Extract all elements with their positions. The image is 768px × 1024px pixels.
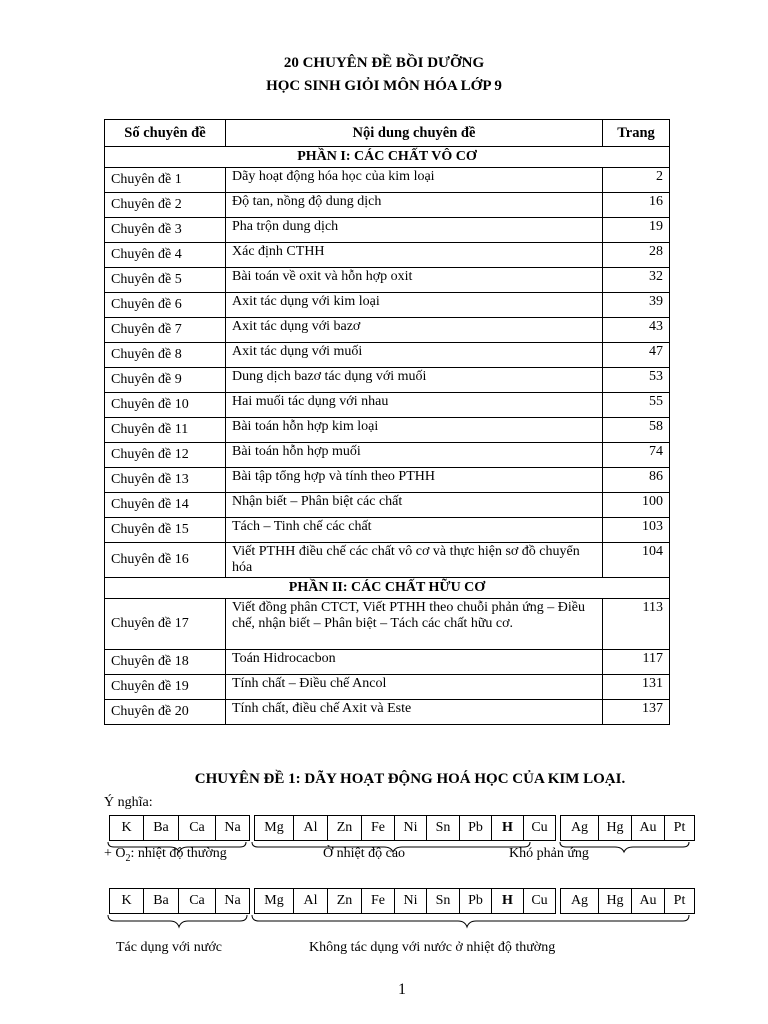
o2-subscript: 2 [125, 852, 131, 864]
toc-header-page: Trang [603, 120, 670, 147]
toc-header-row [105, 120, 670, 147]
element-cell-fe: Fe [361, 888, 395, 914]
topic-page: 86 [603, 468, 670, 493]
page-number: 1 [398, 981, 406, 998]
topic-content: Bài toán hỗn hợp kim loại [226, 418, 603, 443]
element-cell-zn: Zn [327, 815, 362, 841]
chapter-1-heading: CHUYÊN ĐỀ 1: DÃY HOẠT ĐỘNG HOÁ HỌC CỦA KIM LOẠI. [194, 771, 626, 787]
section-inorganic [105, 147, 670, 168]
element-cell-ca: Ca [178, 888, 216, 914]
element-cell-sn: Sn [426, 888, 460, 914]
no-react-water-label: Không tác dụng với nước ở nhiệt độ thường [309, 940, 556, 955]
table-row [105, 343, 670, 368]
table-row [105, 168, 670, 193]
o2-prefix: + O [104, 846, 126, 861]
topic-content: Dãy hoạt động hóa học của kim loại [226, 168, 603, 193]
toc-table [104, 119, 670, 725]
topic-number: Chuyên đề 6 [105, 293, 226, 318]
topic-page: 28 [603, 243, 670, 268]
table-row [105, 543, 670, 578]
topic-number: Chuyên đề 16 [105, 543, 226, 578]
topic-number: Chuyên đề 3 [105, 218, 226, 243]
table-row [105, 518, 670, 543]
table-row [105, 218, 670, 243]
topic-page: 32 [603, 268, 670, 293]
table-row [105, 293, 670, 318]
topic-page: 104 [603, 543, 670, 578]
topic-number: Chuyên đề 8 [105, 343, 226, 368]
topic-number: Chuyên đề 2 [105, 193, 226, 218]
element-cell-al: Al [293, 815, 328, 841]
section-inorganic-title: PHẦN I: CÁC CHẤT VÔ CƠ [105, 147, 670, 168]
table-row [105, 193, 670, 218]
o2-room-temp-label [104, 846, 227, 864]
element-cell-hg: Hg [598, 815, 632, 841]
topic-number: Chuyên đề 9 [105, 368, 226, 393]
topic-page: 137 [603, 700, 670, 725]
toc-header-content: Nội dung chuyên đề [226, 120, 603, 147]
topic-page: 100 [603, 493, 670, 518]
element-cell-ni: Ni [394, 815, 427, 841]
topic-number: Chuyên đề 20 [105, 700, 226, 725]
topic-content: Viết PTHH điều chế các chất vô cơ và thực hiện sơ đồ chuyển hóa [226, 543, 603, 578]
meaning-label: Ý nghĩa: [104, 795, 153, 810]
topic-number: Chuyên đề 10 [105, 393, 226, 418]
topic-page: 103 [603, 518, 670, 543]
topic-number: Chuyên đề 19 [105, 675, 226, 700]
topic-content: Bài toán về oxit và hỗn hợp oxit [226, 268, 603, 293]
topic-content: Tính chất – Điều chế Ancol [226, 675, 603, 700]
topic-page: 55 [603, 393, 670, 418]
topic-page: 58 [603, 418, 670, 443]
table-row [105, 599, 670, 650]
topic-page: 2 [603, 168, 670, 193]
table-row [105, 243, 670, 268]
topic-content: Viết đồng phân CTCT, Viết PTHH theo chuỗi phản ứng – Điều chế, nhận biết – Phân biệt – Tách các chất hữu cơ. [226, 599, 603, 650]
table-row [105, 368, 670, 393]
element-cell-sn: Sn [426, 815, 460, 841]
table-row [105, 318, 670, 343]
table-row [105, 675, 670, 700]
document-title-line1: 20 CHUYÊN ĐỀ BỒI DƯỠNG [283, 55, 485, 71]
topic-number: Chuyên đề 17 [105, 599, 226, 650]
topic-content: Tách – Tinh chế các chất [226, 518, 603, 543]
brace-no-react-water [252, 915, 689, 927]
element-cell-fe: Fe [361, 815, 395, 841]
element-cell-ba: Ba [143, 888, 179, 914]
element-cell-al: Al [293, 888, 328, 914]
element-cell-ni: Ni [394, 888, 427, 914]
topic-number: Chuyên đề 14 [105, 493, 226, 518]
table-row [105, 700, 670, 725]
table-row [105, 493, 670, 518]
element-cell-k: K [109, 888, 144, 914]
element-cell-au: Au [631, 815, 665, 841]
topic-content: Xác định CTHH [226, 243, 603, 268]
topic-content: Axit tác dụng với muối [226, 343, 603, 368]
topic-number: Chuyên đề 7 [105, 318, 226, 343]
section-organic [105, 578, 670, 599]
element-cell-ba: Ba [143, 815, 179, 841]
element-cell-cu: Cu [523, 888, 556, 914]
element-cell-ag: Ag [560, 815, 599, 841]
brace-react-water [108, 915, 247, 927]
metal-activity-series-2 [109, 888, 695, 914]
element-cell-k: K [109, 815, 144, 841]
o2-rest: : nhiệt độ thường [130, 846, 227, 861]
element-cell-ca: Ca [178, 815, 216, 841]
topic-page: 131 [603, 675, 670, 700]
topic-content: Độ tan, nồng độ dung dịch [226, 193, 603, 218]
element-cell-mg: Mg [254, 815, 294, 841]
section-organic-title: PHẦN II: CÁC CHẤT HỮU CƠ [105, 578, 670, 599]
topic-content: Axit tác dụng với kim loại [226, 293, 603, 318]
topic-number: Chuyên đề 12 [105, 443, 226, 468]
topic-content: Pha trộn dung dịch [226, 218, 603, 243]
topic-page: 39 [603, 293, 670, 318]
topic-content: Dung dịch bazơ tác dụng với muối [226, 368, 603, 393]
element-cell-na: Na [215, 815, 250, 841]
topic-page: 113 [603, 599, 670, 650]
element-cell-pt: Pt [664, 815, 695, 841]
topic-number: Chuyên đề 13 [105, 468, 226, 493]
element-cell-h: H [491, 888, 524, 914]
topic-number: Chuyên đề 4 [105, 243, 226, 268]
element-cell-pb: Pb [459, 888, 492, 914]
document-title-line2: HỌC SINH GIỎI MÔN HÓA LỚP 9 [266, 78, 502, 94]
topic-number: Chuyên đề 15 [105, 518, 226, 543]
topic-content: Axit tác dụng với bazơ [226, 318, 603, 343]
table-row [105, 650, 670, 675]
table-row [105, 468, 670, 493]
table-row [105, 418, 670, 443]
topic-page: 53 [603, 368, 670, 393]
topic-page: 74 [603, 443, 670, 468]
topic-page: 19 [603, 218, 670, 243]
topic-content: Bài tập tổng hợp và tính theo PTHH [226, 468, 603, 493]
element-cell-pb: Pb [459, 815, 492, 841]
topic-number: Chuyên đề 11 [105, 418, 226, 443]
element-cell-cu: Cu [523, 815, 556, 841]
metal-activity-series-1 [109, 815, 695, 841]
topic-content: Toán Hidrocacbon [226, 650, 603, 675]
element-cell-h: H [491, 815, 524, 841]
element-cell-ag: Ag [560, 888, 599, 914]
topic-page: 43 [603, 318, 670, 343]
element-cell-na: Na [215, 888, 250, 914]
topic-content: Nhận biết – Phân biệt các chất [226, 493, 603, 518]
topic-page: 47 [603, 343, 670, 368]
react-water-label: Tác dụng với nước [116, 940, 222, 955]
hard-react-label: Khó phản ứng [509, 846, 589, 861]
table-row [105, 393, 670, 418]
topic-content: Bài toán hỗn hợp muối [226, 443, 603, 468]
topic-content: Hai muối tác dụng với nhau [226, 393, 603, 418]
topic-page: 117 [603, 650, 670, 675]
table-row [105, 443, 670, 468]
table-row [105, 268, 670, 293]
toc-header-number: Số chuyên đề [105, 120, 226, 147]
topic-number: Chuyên đề 18 [105, 650, 226, 675]
element-cell-zn: Zn [327, 888, 362, 914]
element-cell-pt: Pt [664, 888, 695, 914]
topic-content: Tính chất, điều chế Axit và Este [226, 700, 603, 725]
topic-page: 16 [603, 193, 670, 218]
high-temp-label: Ở nhiệt độ cao [323, 846, 406, 861]
element-cell-au: Au [631, 888, 665, 914]
element-cell-hg: Hg [598, 888, 632, 914]
topic-number: Chuyên đề 5 [105, 268, 226, 293]
topic-number: Chuyên đề 1 [105, 168, 226, 193]
element-cell-mg: Mg [254, 888, 294, 914]
braces-series-2 [0, 913, 768, 943]
